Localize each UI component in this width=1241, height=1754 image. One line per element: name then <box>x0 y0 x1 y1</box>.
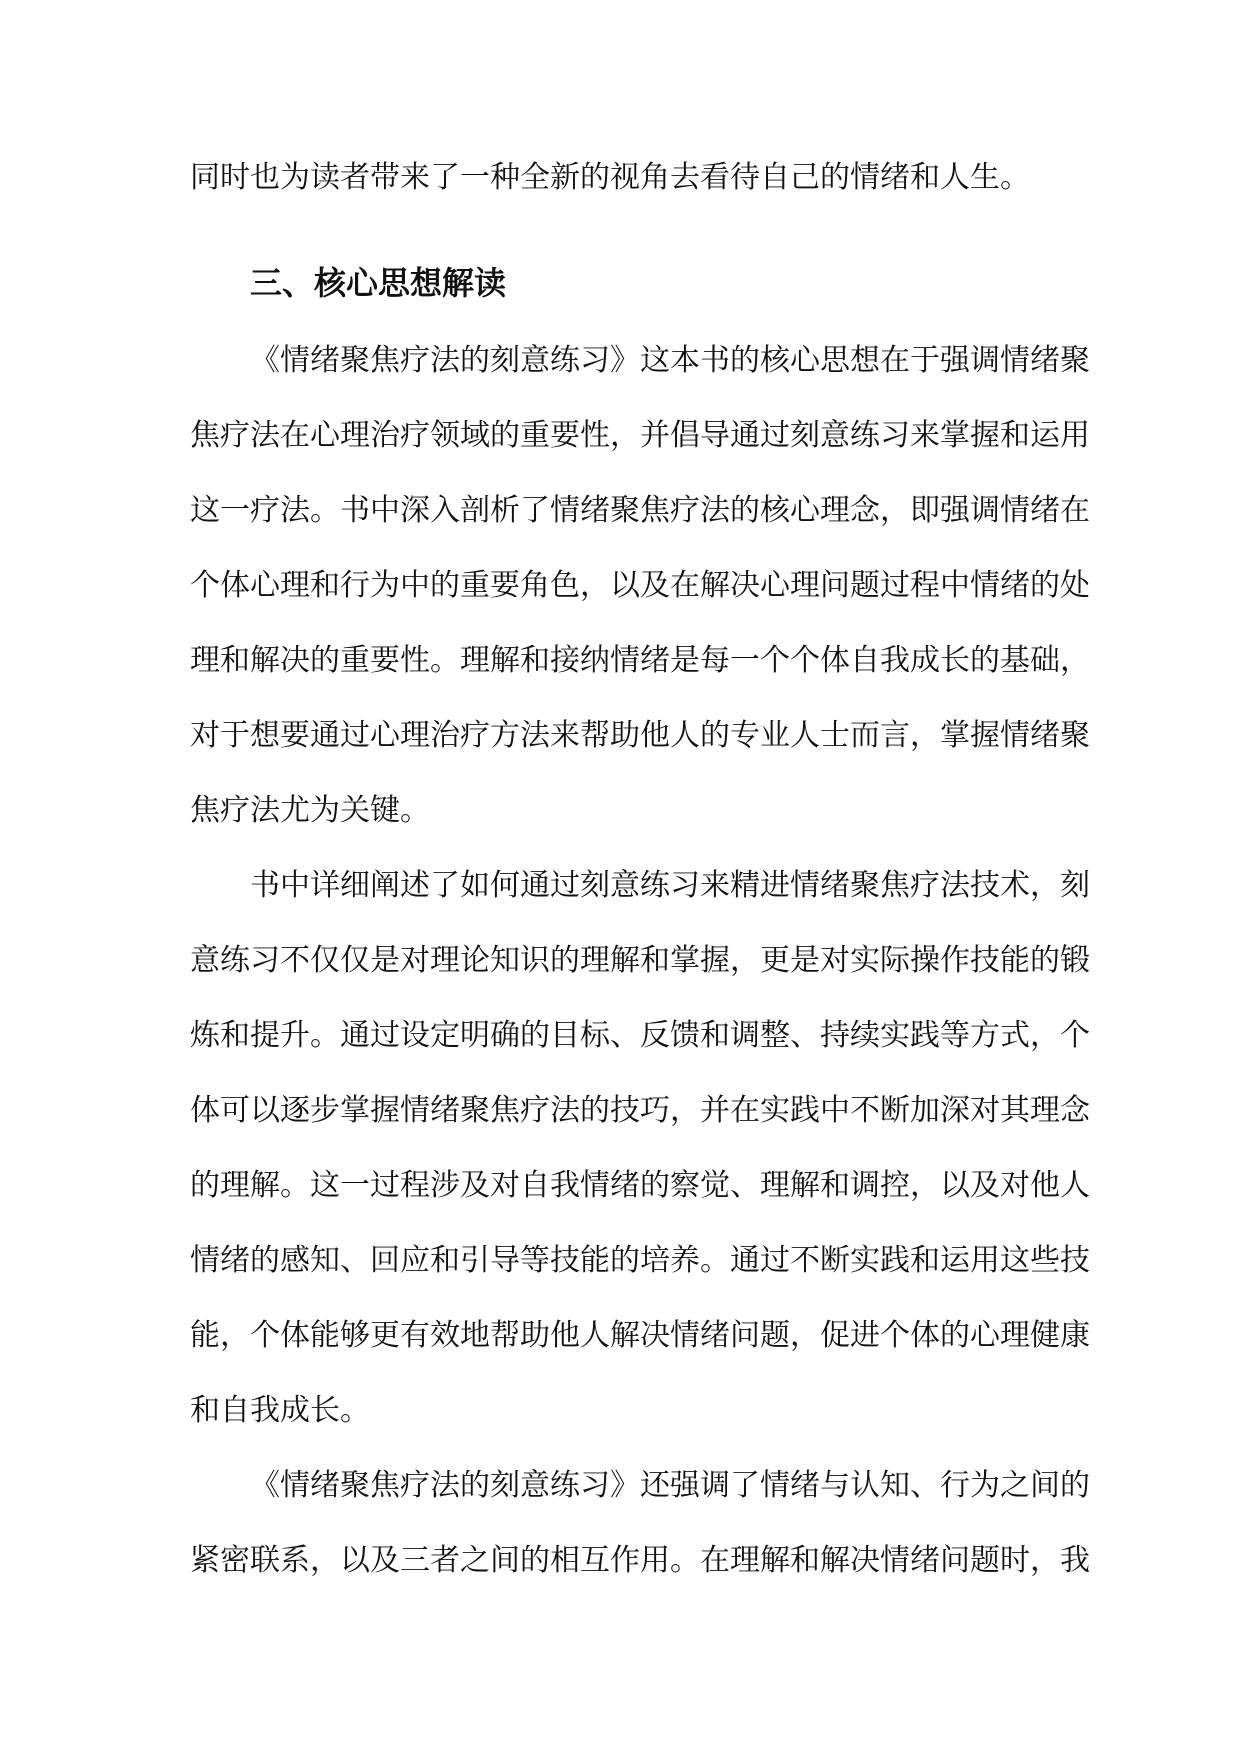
paragraph-line: 和自我成长。 <box>190 1393 370 1428</box>
section-heading: 三、核心思想解读 <box>250 264 507 302</box>
paragraph-line: 个体心理和行为中的重要角色，以及在解决心理问题过程中情绪的处 <box>190 568 1090 603</box>
paragraph-line: 情绪的感知、回应和引导等技能的培养。通过不断实践和运用这些技 <box>190 1243 1090 1278</box>
paragraph-line: 意练习不仅仅是对理论知识的理解和掌握，更是对实际操作技能的锻 <box>190 943 1090 978</box>
paragraph-line: 《情绪聚焦疗法的刻意练习》还强调了情绪与认知、行为之间的 <box>250 1468 1090 1503</box>
paragraph-1 <box>190 323 1090 848</box>
paragraph-line: 这一疗法。书中深入剖析了情绪聚焦疗法的核心理念，即强调情绪在 <box>190 493 1090 528</box>
paragraph-line: 的理解。这一过程涉及对自我情绪的察觉、理解和调控，以及对他人 <box>190 1168 1090 1203</box>
paragraph-3 <box>190 1448 1090 1598</box>
paragraph-line: 紧密联系，以及三者之间的相互作用。在理解和解决情绪问题时，我 <box>190 1543 1090 1578</box>
paragraph-line: 《情绪聚焦疗法的刻意练习》这本书的核心思想在于强调情绪聚 <box>250 343 1090 378</box>
paragraph-line: 炼和提升。通过设定明确的目标、反馈和调整、持续实践等方式，个 <box>190 1018 1090 1053</box>
paragraph-2 <box>190 848 1090 1448</box>
paragraph-line: 对于想要通过心理治疗方法来帮助他人的专业人士而言，掌握情绪聚 <box>190 718 1090 753</box>
paragraph-line: 书中详细阐述了如何通过刻意练习来精进情绪聚焦疗法技术，刻 <box>250 868 1090 903</box>
paragraph-line: 理和解决的重要性。理解和接纳情绪是每一个个体自我成长的基础， <box>190 643 1090 678</box>
continued-line: 同时也为读者带来了一种全新的视角去看待自己的情绪和人生。 <box>190 160 1030 195</box>
paragraph-line: 体可以逐步掌握情绪聚焦疗法的技巧，并在实践中不断加深对其理念 <box>190 1093 1090 1128</box>
paragraph-line: 焦疗法尤为关键。 <box>190 793 430 828</box>
paragraph-line: 能，个体能够更有效地帮助他人解决情绪问题，促进个体的心理健康 <box>190 1318 1090 1353</box>
document-body <box>190 140 1090 1598</box>
paragraph-line: 焦疗法在心理治疗领域的重要性，并倡导通过刻意练习来掌握和运用 <box>190 418 1090 453</box>
